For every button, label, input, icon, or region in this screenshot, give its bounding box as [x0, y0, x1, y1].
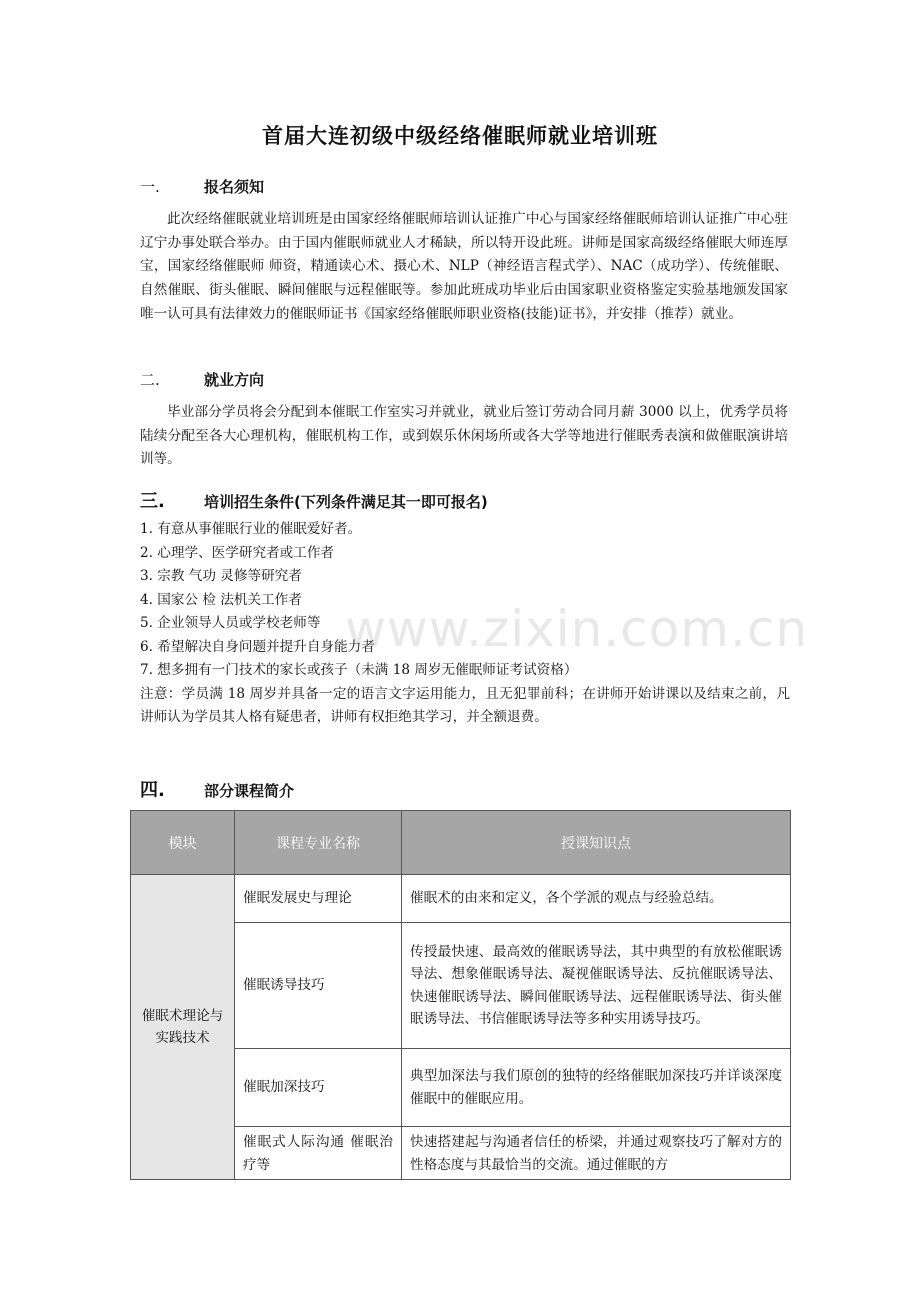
conditions-list	[140, 518, 790, 730]
list-item: 3. 宗教 气功 灵修等研究者	[140, 568, 302, 584]
course-cell: 催眠诱导技巧	[235, 923, 402, 1049]
course-text: 催眠式人际沟通 催眠治疗等	[243, 1134, 393, 1173]
course-table	[130, 810, 791, 1180]
employment-paragraph: 毕业部分学员将会分配到本催眠工作室实习并就业，就业后签订劳动合同月薪 3000 以上，优秀学员将陆续分配至各大心理机构，催眠机构工作，或到娱乐休闲场所或各大学等地进行催眠秀表演和做催眠演讲培训等。	[140, 404, 788, 468]
list-item: 2. 心理学、医学研究者或工作者	[140, 544, 335, 561]
section-number: 三.	[140, 491, 165, 512]
list-item: 5. 企业领导人员或学校老师等	[140, 615, 321, 631]
note-paragraph: 注意：学员满 18 周岁并具备一定的语言文字运用能力，且无犯罪前科；在讲师开始讲课以及结束之前，凡讲师认为学员其人格有疑患者，讲师有权拒绝其学习，并全额退费。	[140, 685, 790, 725]
watermark: www.zixin.com.cn	[345, 600, 809, 658]
content-cell: 典型加深法与我们原创的独特的经络催眠加深技巧并详谈深度催眠中的催眠应用。	[402, 1049, 791, 1127]
course-cell: 催眠发展史与理论	[235, 875, 402, 923]
table-row	[131, 875, 791, 923]
course-cell: 催眠加深技巧	[235, 1049, 402, 1127]
list-item: 1. 有意从事催眠行业的催眠爱好者。	[140, 521, 362, 537]
section-number: 一.	[140, 178, 160, 196]
document-title: 首届大连初级中级经络催眠师就业培训班	[262, 124, 658, 148]
content-cell: 传授最快速、最高效的催眠诱导法，其中典型的有放松催眠诱导法、想象催眠诱导法、凝视催眠诱导法、反抗催眠诱导法、快速催眠诱导法、瞬间催眠诱导法、远程催眠诱导法、街头催眠诱导法、书信催眠诱导法等多种实用诱导技巧。	[402, 923, 791, 1049]
section-heading-1	[140, 176, 264, 197]
content-text: 快速搭建起与沟通者信任的桥梁，并通过观察技巧了解对方的性格态度与其最恰当的交流。通过催眠的方	[410, 1134, 782, 1173]
column-header-content: 授课知识点	[402, 811, 791, 875]
section-heading-3	[140, 487, 488, 513]
section-heading-4	[140, 776, 294, 802]
section-title: 就业方向	[204, 371, 265, 389]
section-title: 培训招生条件(下列条件满足其一即可报名)	[204, 493, 488, 511]
content-cell: 催眠术的由来和定义，各个学派的观点与经验总结。	[402, 875, 791, 923]
column-header-module: 模块	[131, 811, 235, 875]
list-item: 6. 希望解决自身问题并提升自身能力者	[140, 638, 375, 655]
list-item: 4. 国家公 检 法机关工作者	[140, 591, 302, 608]
section-title: 部分课程简介	[204, 782, 295, 800]
list-item: 7. 想多拥有一门技术的家长或孩子（未满 18 周岁无催眠师证考试资格）	[140, 662, 578, 678]
section-number: 四.	[140, 780, 165, 801]
module-cell: 催眠术理论与实践技术	[131, 875, 235, 1180]
section-title: 报名须知	[204, 178, 265, 196]
table-header-row	[131, 811, 791, 875]
notice-paragraph: 此次经络催眠就业培训班是由国家经络催眠师培训认证推广中心与国家经络催眠师培训认证推广中心驻辽宁办事处联合举办。由于国内催眠师就业人才稀缺，所以特开设此班。讲师是国家高级经络催眠大师连厚宝，国家经络催眠师 师资，精通读心术、摄心术、NLP（神经语言程式学）、NAC（成功学）、传统催眠、自然催眠、街头催眠、瞬间催眠与远程催眠等。参加此班成功毕业后由国家职业资格鉴定实验基地颁发国家唯一认可具有法律效力的催眠师证书《国家经络催眠师职业资格(技能)证书》，并安排（推荐）就业。	[140, 211, 788, 322]
course-cell	[235, 1127, 402, 1180]
content-cell	[402, 1127, 791, 1180]
section-heading-2	[140, 369, 264, 390]
column-header-course: 课程专业名称	[235, 811, 402, 875]
section-number: 二.	[140, 371, 160, 389]
